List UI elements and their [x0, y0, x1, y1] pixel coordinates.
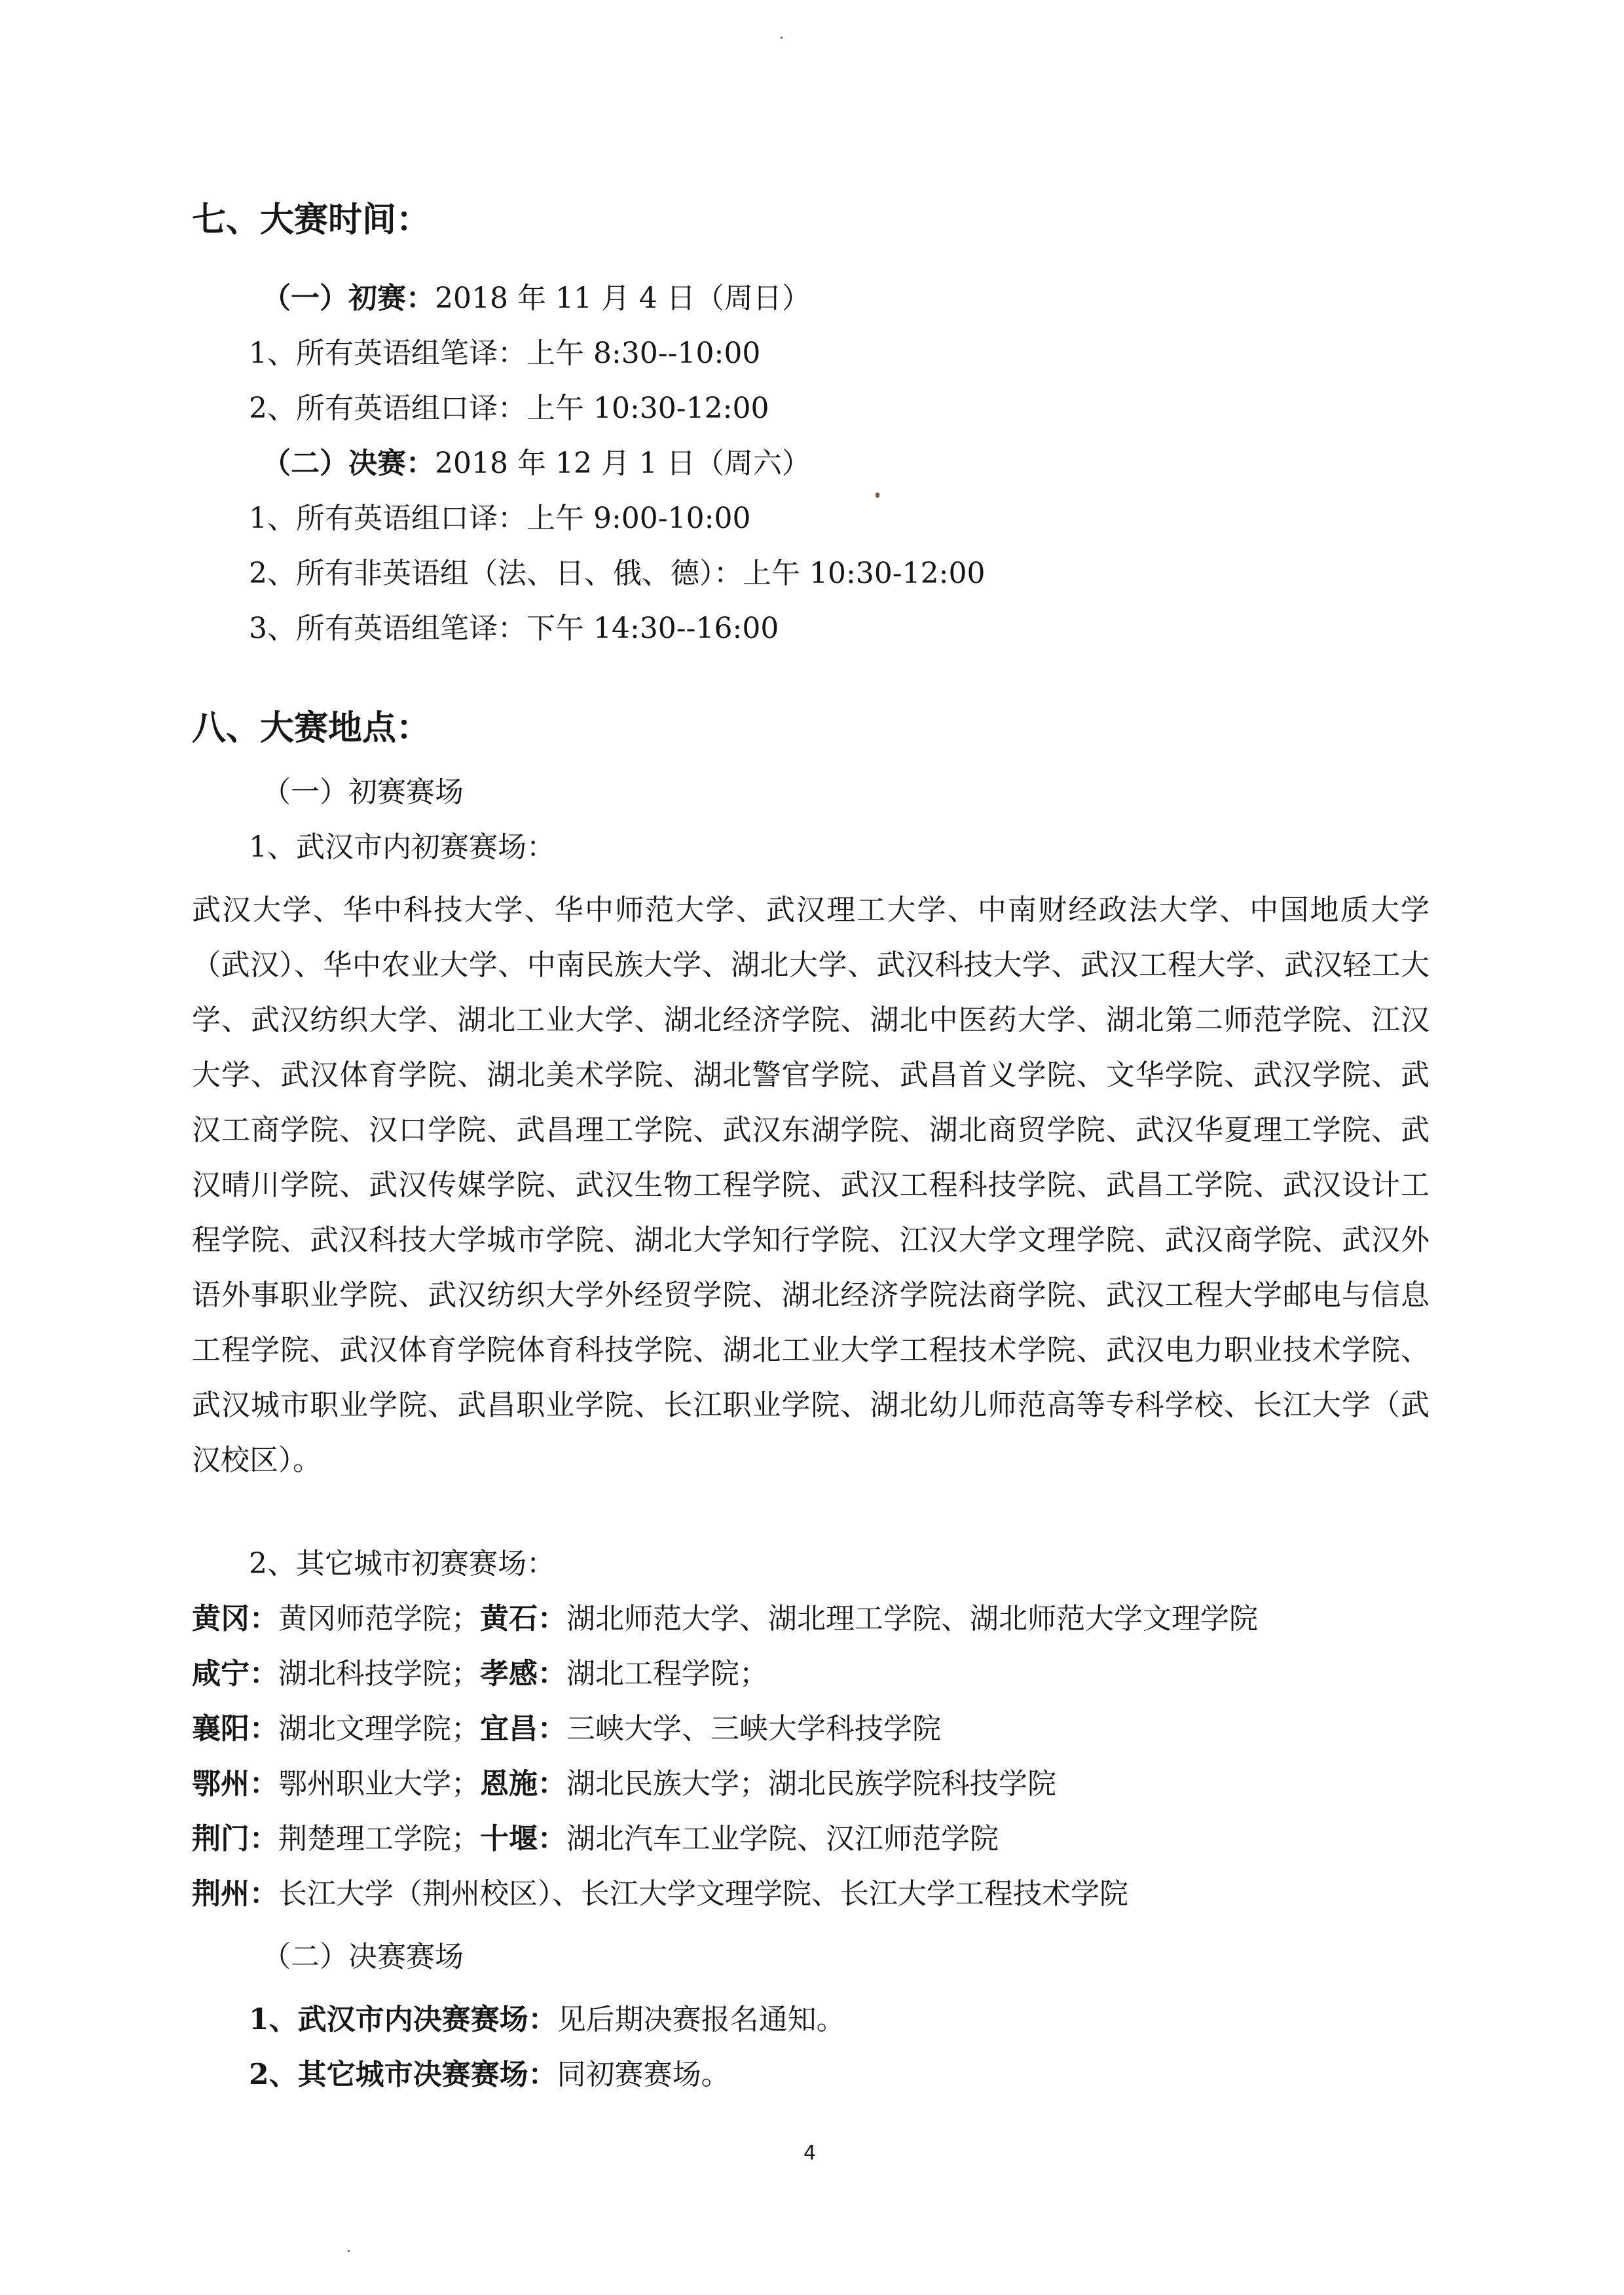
scan-speck	[876, 493, 879, 498]
city-venues: 湖北民族大学；湖北民族学院科技学院	[566, 1767, 1056, 1801]
city-venues: 荆楚理工学院；	[278, 1822, 480, 1856]
final-item-time: 上午 9:00-10:00	[526, 502, 751, 535]
city-venue-row	[192, 1819, 999, 1859]
prelim-item-time: 上午 10:30-12:00	[526, 392, 769, 425]
city-name: 黄冈：	[192, 1602, 278, 1635]
final-item-time: 上午 10:30-12:00	[743, 557, 986, 590]
final-other-label: 2、其它城市决赛赛场：	[249, 2058, 557, 2091]
prelim-item-label: 1、所有英语组笔译：	[249, 337, 526, 370]
city-venue-row	[192, 1599, 1258, 1639]
city-name: 十堰：	[480, 1822, 566, 1856]
city-name: 荆州：	[192, 1877, 278, 1911]
city-name: 恩施：	[480, 1767, 566, 1801]
final-item-3	[249, 609, 779, 648]
final-other-value: 同初赛赛场。	[557, 2058, 730, 2091]
prelim-item-1	[249, 334, 760, 373]
city-venues: 长江大学（荆州校区）、长江大学文理学院、长江大学工程技术学院	[278, 1877, 1128, 1911]
prelim-date-line	[262, 279, 811, 318]
city-name: 宜昌：	[480, 1712, 566, 1745]
wuhan-venue-list: 武汉大学、华中科技大学、华中师范大学、武汉理工大学、中南财经政法大学、中国地质大学（武汉）、华中农业大学、中南民族大学、湖北大学、武汉科技大学、武汉工程大学、武汉轻工大学、武汉纺织大学、湖北工业大学、湖北经济学院、湖北中医药大学、湖北第二师范学院、江汉大学、武汉体育学院、湖北美术学院、湖北警官学院、武昌首义学院、文华学院、武汉学院、武汉工商学院、汉口学院、武昌理工学院、武汉东湖学院、湖北商贸学院、武汉华夏理工学院、武汉晴川学院、武汉传媒学院、武汉生物工程学院、武汉工程科技学院、武昌工学院、武汉设计工程学院、武汉科技大学城市学院、湖北大学知行学院、江汉大学文理学院、武汉商学院、武汉外语外事职业学院、武汉纺织大学外经贸学院、湖北经济学院法商学院、武汉工程大学邮电与信息工程学院、武汉体育学院体育科技学院、湖北工业大学工程技术学院、武汉电力职业技术学院、武汉城市职业学院、武昌职业学院、长江职业学院、湖北幼儿师范高等专科学校、长江大学（武汉校区）。	[192, 893, 1430, 1477]
final-item-2	[249, 554, 985, 593]
final-wuhan-value: 见后期决赛报名通知。	[557, 2003, 845, 2036]
city-venues: 湖北汽车工业学院、汉江师范学院	[566, 1822, 999, 1856]
final-item-1	[249, 499, 750, 538]
final-venue-heading: （二）决赛赛场	[262, 1940, 464, 1973]
section-8-heading: 八、大赛地点：	[192, 709, 431, 748]
final-item-label: 3、所有英语组笔译：	[249, 612, 526, 645]
city-venue-row	[192, 1875, 1128, 1914]
city-name: 襄阳：	[192, 1712, 278, 1745]
prelim-item-time: 上午 8:30--10:00	[526, 337, 761, 370]
prelim-venue-heading: （一）初赛赛场	[262, 775, 464, 809]
final-other-venue-line	[249, 2055, 730, 2095]
final-item-time: 下午 14:30--16:00	[526, 612, 779, 645]
city-venues: 湖北文理学院；	[278, 1712, 480, 1745]
final-item-label: 1、所有英语组口译：	[249, 502, 526, 535]
city-name: 孝感：	[480, 1657, 566, 1690]
section-7-heading: 七、大赛时间：	[192, 200, 431, 240]
city-venues: 鄂州职业大学；	[278, 1767, 480, 1801]
final-date-line	[262, 444, 811, 483]
city-name: 荆门：	[192, 1822, 278, 1856]
city-venues: 黄冈师范学院；	[278, 1602, 480, 1635]
final-wuhan-venue-line	[249, 2000, 845, 2040]
prelim-label: （一）初赛：	[262, 282, 435, 315]
city-venue-row	[192, 1654, 768, 1694]
city-venues: 湖北科技学院；	[278, 1657, 480, 1690]
wuhan-prelim-venue-label: 1、武汉市内初赛赛场：	[249, 830, 555, 864]
page-number: 4	[803, 2142, 817, 2165]
final-item-label: 2、所有非英语组（法、日、俄、德）：	[249, 557, 743, 590]
prelim-item-2	[249, 389, 769, 428]
final-date: 2018 年 12 月 1 日（周六）	[435, 447, 811, 480]
city-venues: 湖北工程学院；	[566, 1657, 768, 1690]
final-wuhan-label: 1、武汉市内决赛赛场：	[249, 2003, 557, 2036]
city-venues: 湖北师范大学、湖北理工学院、湖北师范大学文理学院	[566, 1602, 1258, 1635]
final-label: （二）决赛：	[262, 447, 435, 480]
prelim-item-label: 2、所有英语组口译：	[249, 392, 526, 425]
city-venue-row	[192, 1764, 1056, 1804]
other-prelim-venue-label: 2、其它城市初赛赛场：	[249, 1547, 555, 1580]
prelim-date: 2018 年 11 月 4 日（周日）	[435, 282, 811, 315]
scan-dot	[781, 37, 783, 39]
city-name: 鄂州：	[192, 1767, 278, 1801]
city-venues: 三峡大学、三峡大学科技学院	[566, 1712, 941, 1745]
scan-dot	[348, 2250, 350, 2252]
city-name: 咸宁：	[192, 1657, 278, 1690]
city-venue-row	[192, 1709, 941, 1749]
city-name: 黄石：	[480, 1602, 566, 1635]
